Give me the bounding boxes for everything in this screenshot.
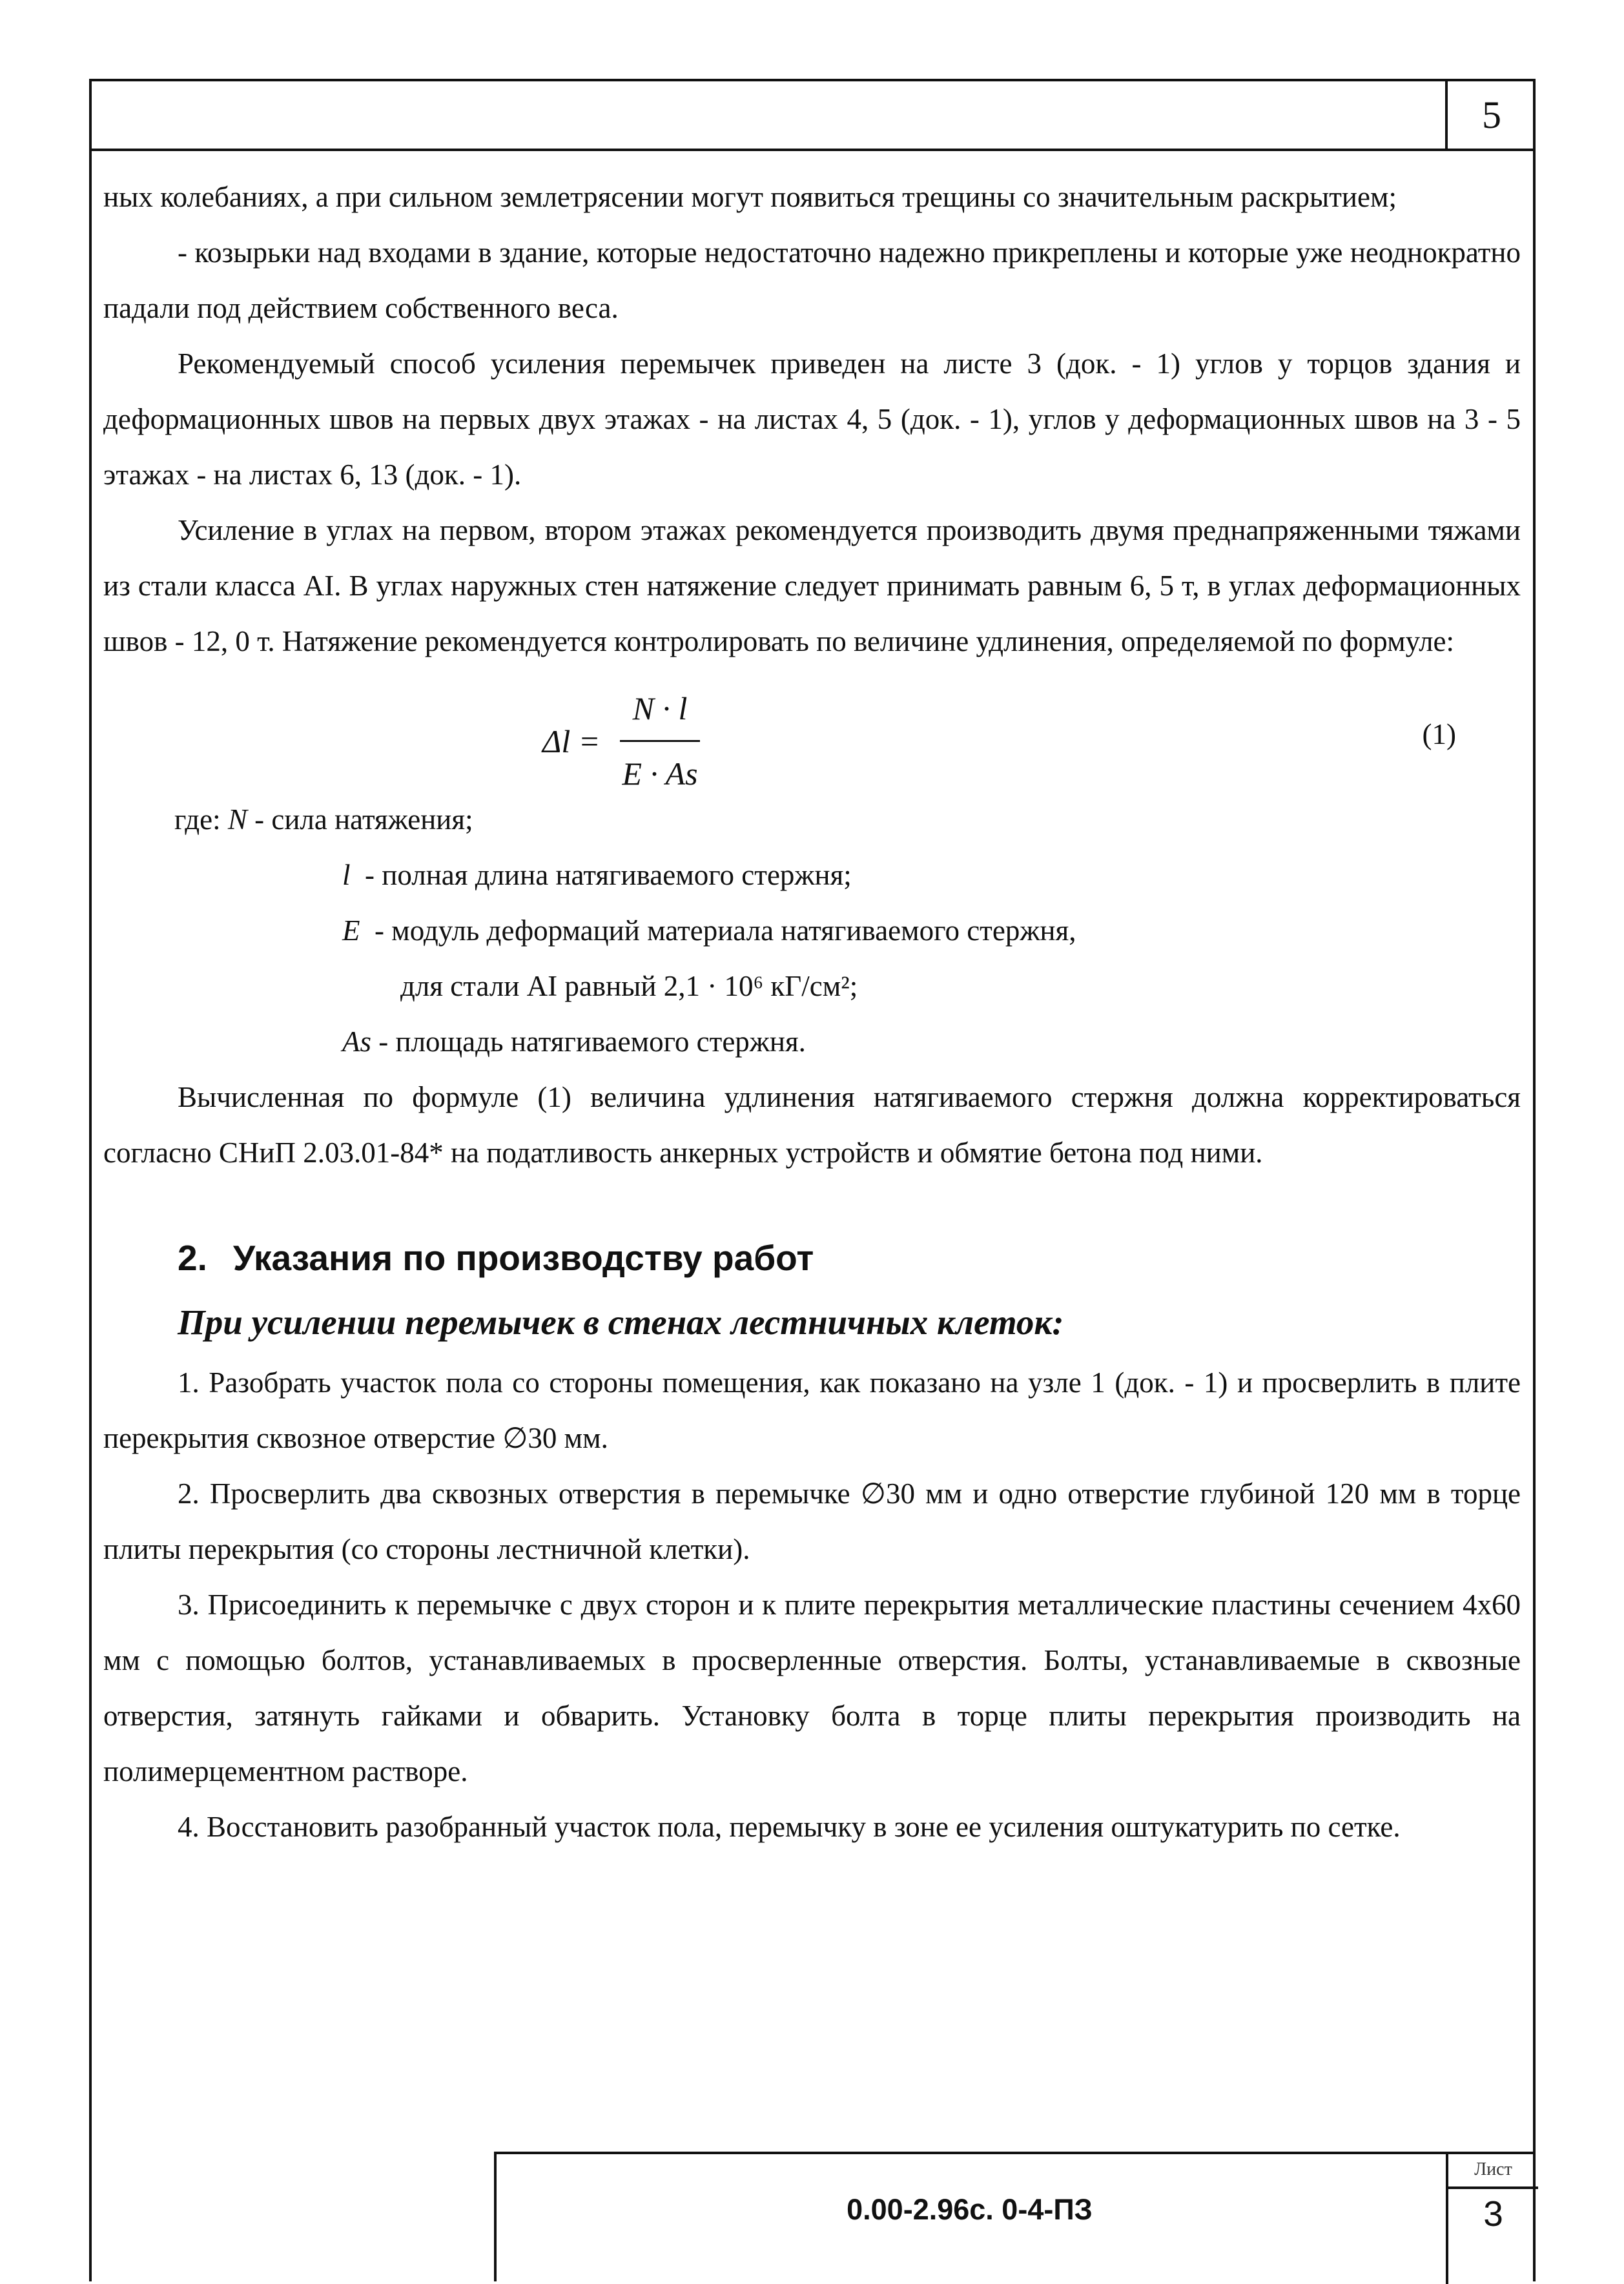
formula: [103, 669, 1521, 792]
section-subtitle: При усилении перемычек в стенах лестничных клеток:: [178, 1302, 1064, 1342]
document-code: 0.00-2.96с. 0-4-ПЗ: [847, 2193, 1093, 2226]
where-item: где: N - сила натяжения;: [174, 803, 473, 836]
formula-denominator: E · As: [622, 756, 698, 792]
page-number: 5: [1445, 79, 1536, 151]
where-list: [174, 792, 1521, 1069]
title-block: [494, 2152, 1536, 2281]
paragraph-reinforcement: Усиление в углах на первом, втором этажах рекомендуется производить двумя преднапряженными тяжами из стали класса AI. В углах наружных стен натяжение следует принимать равным 6, 5 т, в углах деформационных швов - 12, 0 т. Натяжение рекомендуется контролировать по величине удлинения, определяемой по формуле:: [103, 514, 1521, 657]
where-item: для стали AI равный 2,1 · 10⁶ кГ/см²;: [400, 970, 858, 1002]
paragraph-recommended-method: Рекомендуемый способ усиления перемычек приведен на листе 3 (док. - 1) углов у торцов здания и деформационных швов на первых двух этажах - на листах 4, 5 (док. - 1), углов у деформационных швов на 3 - 5 этажах - на листах 6, 13 (док. - 1).: [103, 347, 1521, 491]
formula-number: (1): [1422, 718, 1456, 750]
document-body: [103, 169, 1521, 1855]
step-2: 2. Просверлить два сквозных отверстия в перемычке ∅30 мм и одно отверстие глубиной 120 мм в торце плиты перекрытия (со стороны лестничной клетки).: [103, 1477, 1521, 1565]
step-3: 3. Присоединить к перемычке с двух сторон и к плите перекрытия металлические пластины сечением 4х60 мм с помощью болтов, устанавливаемых в просверленные отверстия. Болты, устанавливаемые в сквозные отверстия, затянуть гайками и обварить. Установку болта в торце плиты перекрытия производить на полимерцементном растворе.: [103, 1589, 1521, 1787]
header-line: [89, 149, 1536, 151]
paragraph-continuation: ных колебаниях, а при сильном землетрясении могут появиться трещины со значительным раскрытием;: [103, 181, 1397, 213]
where-item: l - полная длина натягиваемого стержня;: [342, 859, 852, 891]
formula-lhs: Δl =: [542, 723, 601, 759]
section-number: 2.: [178, 1238, 207, 1278]
where-item: As - площадь натягиваемого стержня.: [342, 1025, 806, 1058]
formula-fraction: [609, 681, 710, 801]
formula-numerator: N · l: [620, 681, 701, 742]
sheet-label: Лист: [1448, 2154, 1538, 2189]
sheet-number: 3: [1483, 2194, 1503, 2234]
sheet-cell: [1446, 2154, 1538, 2284]
section-title: Указания по производству работ: [232, 1238, 814, 1278]
step-4: 4. Восстановить разобранный участок пола, перемычку в зоне ее усиления оштукатурить по сетке.: [178, 1811, 1401, 1843]
step-1: 1. Разобрать участок пола со стороны помещения, как показано на узле 1 (док. - 1) и просверлить в плите перекрытия сквозное отверстие ∅30 мм.: [103, 1366, 1521, 1454]
section-heading: [178, 1226, 1521, 1290]
where-item: E - модуль деформаций материала натягиваемого стержня,: [342, 914, 1076, 947]
paragraph-canopies: - козырьки над входами в здание, которые недостаточно надежно прикреплены и которые уже неоднократно падали под действием собственного веса.: [103, 236, 1521, 324]
paragraph-correction: Вычисленная по формуле (1) величина удлинения натягиваемого стержня должна корректироваться согласно СНиП 2.03.01-84* на податливость анкерных устройств и обмятие бетона под ними.: [103, 1081, 1521, 1169]
